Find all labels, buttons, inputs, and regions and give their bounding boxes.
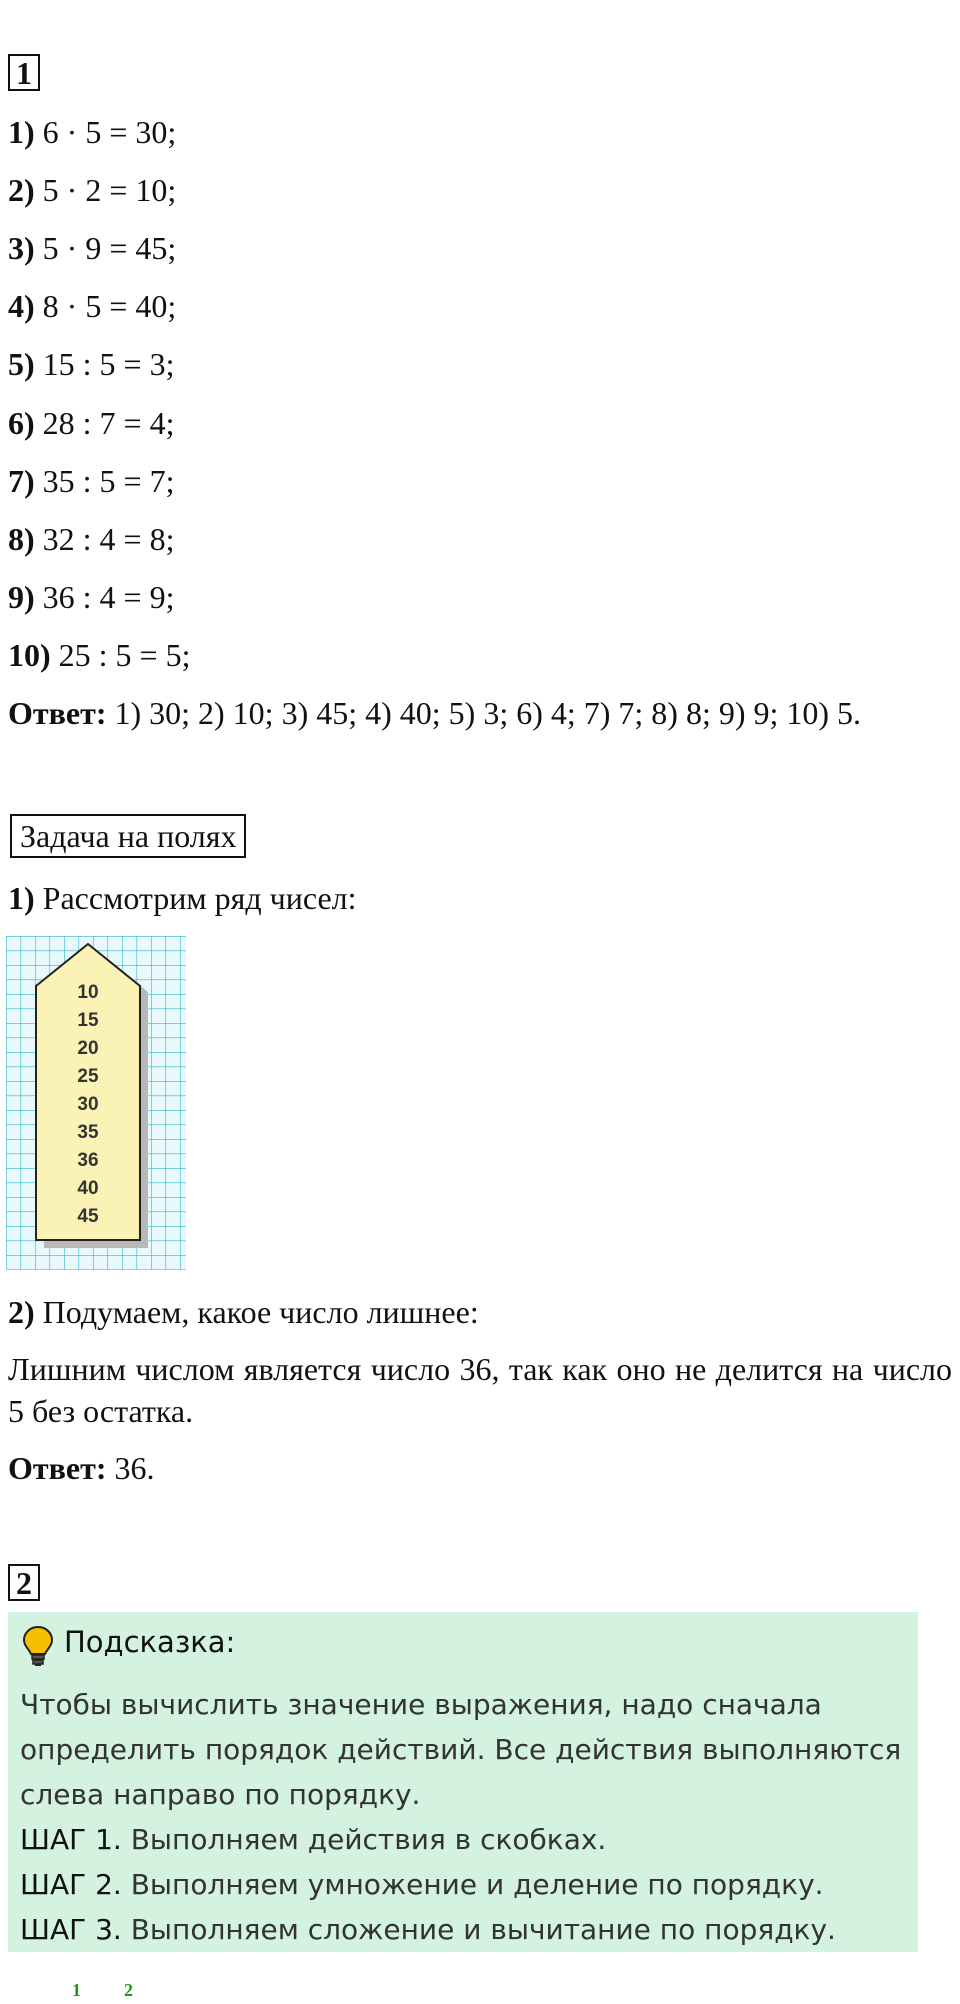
number-card-figure	[6, 936, 186, 1270]
task-1-item: 4) 8 · 5 = 40;	[8, 288, 177, 324]
task-1-item: 7) 35 : 5 = 7;	[8, 463, 175, 499]
card-number: 20	[77, 1038, 99, 1059]
hint-step: ШАГ 3. Выполняем сложение и вычитание по порядку.	[20, 1913, 836, 1946]
hint-body	[20, 1682, 910, 1952]
lightbulb-icon	[20, 1624, 56, 1668]
task-1-item: 6) 28 : 7 = 4;	[8, 405, 175, 441]
hint-title: Подсказка:	[64, 1625, 236, 1659]
card-number: 10	[77, 982, 99, 1003]
task-1-item: 3) 5 · 9 = 45;	[8, 230, 177, 266]
hint-step: ШАГ 1. Выполняем действия в скобках.	[20, 1823, 607, 1856]
answer-label: Ответ:	[8, 1450, 107, 1486]
task-1-item: 5) 15 : 5 = 3;	[8, 346, 175, 382]
hint-text: Чтобы вычислить значение выражения, надо сначала определить порядок действий. Все действия выполняются слева направо по порядку.	[20, 1688, 902, 1811]
margin-task-title: Задача на полях	[10, 814, 246, 858]
task-1-answer	[8, 693, 861, 733]
card-number: 25	[77, 1066, 99, 1087]
card-number: 45	[77, 1206, 99, 1227]
margin-explanation: Лишним числом является число 36, так как оно не делится на число 5 без остатка.	[8, 1351, 952, 1429]
hint-box	[8, 1612, 918, 1952]
task-2-number: 2	[8, 1564, 40, 1601]
answer-text: 36.	[114, 1450, 155, 1486]
page-link-2[interactable]: 2	[124, 1980, 133, 2000]
page-link-1[interactable]: 1	[72, 1980, 81, 2000]
task-1-item: 10) 25 : 5 = 5;	[8, 637, 191, 673]
hint-step: ШАГ 2. Выполняем умножение и деление по порядку.	[20, 1868, 824, 1901]
card-numbers	[77, 982, 99, 1227]
margin-step-2: 2) Подумаем, какое число лишнее:	[8, 1294, 479, 1330]
task-1-item: 2) 5 · 2 = 10;	[8, 172, 177, 208]
card-number: 36	[77, 1150, 99, 1171]
card-number: 30	[77, 1094, 99, 1115]
margin-step-1: 1) Рассмотрим ряд чисел:	[8, 880, 357, 916]
task-1-item: 8) 32 : 4 = 8;	[8, 521, 175, 557]
answer-text: 1) 30; 2) 10; 3) 45; 4) 40; 5) 3; 6) 4; 7) 7; 8) 8; 9) 9; 10) 5.	[114, 695, 862, 731]
card-number: 40	[77, 1178, 99, 1199]
margin-answer	[8, 1448, 154, 1488]
task-1-number: 1	[8, 54, 40, 91]
card-number: 15	[77, 1010, 99, 1031]
answer-label: Ответ:	[8, 695, 107, 731]
task-1-item: 9) 36 : 4 = 9;	[8, 579, 175, 615]
task-1-item: 1) 6 · 5 = 30;	[8, 114, 177, 150]
card-number: 35	[77, 1122, 99, 1143]
